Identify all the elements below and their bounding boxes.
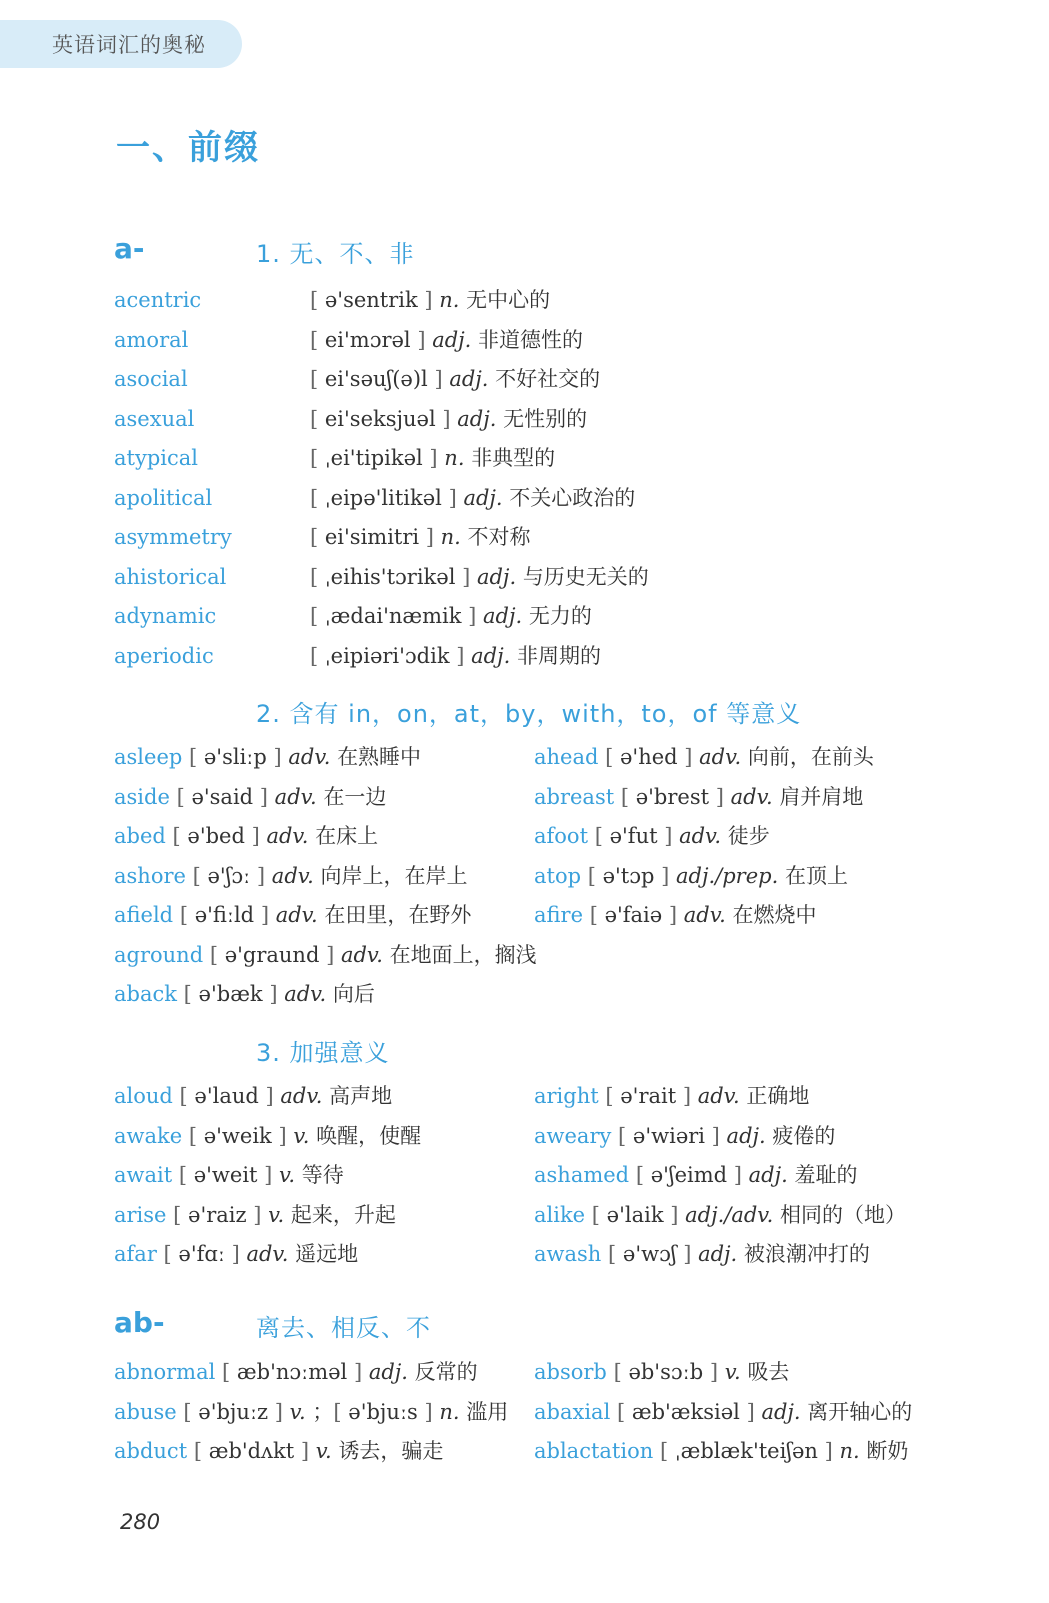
bracket-open: [ [172, 824, 188, 848]
bracket-close: ] [253, 784, 275, 809]
meaning: 断奶 [866, 1439, 909, 1463]
part-of-speech: adv. [730, 784, 773, 809]
meaning: 在地面上，搁浅 [389, 942, 537, 967]
meaning: 唤醒，使醒 [316, 1123, 422, 1148]
part-of-speech: adj. [483, 604, 523, 628]
bracket-close: ] [271, 1123, 294, 1148]
headword: aperiodic [114, 643, 214, 668]
entry-aright [534, 1080, 809, 1110]
headword: awash [534, 1242, 602, 1266]
meaning: 遥远地 [295, 1242, 359, 1266]
entry-aback [114, 978, 375, 1008]
entry-abaxial [534, 1396, 912, 1426]
meaning: 肩并肩地 [779, 784, 864, 809]
bracket-close: ] [455, 564, 477, 589]
entry-ashore [114, 860, 468, 890]
entry-abed [114, 820, 378, 850]
bracket-open: [ [179, 903, 195, 927]
bracket-open: [ [333, 1399, 349, 1424]
headword: afield [114, 903, 174, 927]
entry-await [114, 1159, 344, 1189]
bracket-close: ] [244, 824, 267, 848]
bracket-close: ] [709, 784, 731, 809]
bracket-close: ] [294, 1439, 316, 1463]
bracket-close: ] [410, 327, 433, 352]
entry-ahistorical [114, 561, 649, 597]
sense-1-title: 1. 无、不、非 [256, 240, 415, 268]
headword: abduct [114, 1439, 188, 1463]
entry-awash [534, 1238, 870, 1268]
bracket-open: [ [173, 1202, 189, 1227]
headword: adynamic [114, 604, 217, 628]
bracket-open: [ [183, 1399, 199, 1424]
phonetic: ˌeipə'litikəl [324, 485, 442, 510]
book-title: 英语词汇的奥秘 [52, 33, 206, 57]
phonetic: ˌædai'næmik [324, 604, 462, 628]
part-of-speech: n. [444, 446, 465, 470]
entry-alike [534, 1199, 906, 1229]
headword: asleep [114, 745, 183, 769]
entry-afar [114, 1238, 358, 1268]
phonetic: ə'raiz [188, 1202, 247, 1227]
entry-arise [114, 1199, 396, 1229]
part-of-speech: v. [293, 1123, 310, 1148]
bracket-open: [ [605, 745, 620, 769]
headword: amoral [114, 327, 189, 352]
entry-adynamic [114, 600, 592, 636]
meaning: 疲倦的 [772, 1123, 836, 1148]
entry-afield [114, 899, 471, 929]
part-of-speech: adj. [698, 1242, 738, 1266]
meaning: 在床上 [315, 824, 379, 848]
bracket-open: [ [310, 288, 325, 312]
part-of-speech: adv. [284, 982, 327, 1006]
bracket-open: [ [310, 564, 325, 589]
entry-asocial [114, 363, 600, 399]
bracket-open: [ [178, 1163, 194, 1187]
phonetic: ə'laud [194, 1084, 259, 1108]
part-of-speech: adv. [274, 784, 317, 809]
bracket-open: [ [594, 824, 610, 848]
bracket-open: [ [310, 406, 325, 431]
bracket-open: [ [587, 863, 603, 888]
bracket-close: ] [441, 485, 464, 510]
entry-amoral [114, 324, 583, 360]
part-of-speech: adj. [761, 1399, 801, 1424]
headword: apolitical [114, 485, 213, 510]
entry-ashamed [534, 1159, 858, 1189]
meaning: 正确地 [746, 1084, 810, 1108]
sense-2-title: 2. 含有 in，on，at，by，with，to，of 等意义 [256, 700, 802, 728]
meaning: 在熟睡中 [337, 745, 422, 769]
headword: aside [114, 784, 170, 809]
part-of-speech: adv. [699, 745, 742, 769]
headword: atypical [114, 446, 198, 470]
part-of-speech: adv. [679, 824, 722, 848]
entry-asymmetry [114, 521, 531, 557]
chapter-title: 一、前缀 [116, 128, 260, 168]
bracket-open: [ [163, 1242, 179, 1266]
meaning: 无性别的 [503, 406, 588, 431]
bracket-close: ] [257, 1163, 280, 1187]
part-of-speech: adj. [368, 1360, 408, 1384]
headword: abuse [114, 1399, 177, 1424]
headword: arise [114, 1202, 167, 1227]
bracket-open: [ [310, 604, 325, 628]
meaning: 等待 [301, 1163, 344, 1187]
bracket-close: ] [246, 1202, 269, 1227]
entry-asleep [114, 741, 421, 771]
entry-acentric [114, 284, 550, 320]
entry-aperiodic [114, 640, 601, 676]
phonetic: ə'laik [606, 1202, 664, 1227]
phonetic: ə'faiə [604, 903, 663, 927]
bracket-open: [ [618, 1123, 633, 1148]
headword: aloud [114, 1084, 173, 1108]
bracket-open: [ [310, 485, 325, 510]
bracket-open: [ [620, 784, 636, 809]
bracket-close: ] [461, 604, 484, 628]
bracket-close: ] [419, 525, 441, 549]
part-of-speech: adv. [246, 1242, 289, 1266]
prefix-ab-heading: ab- [114, 1306, 165, 1339]
headword: abreast [534, 784, 615, 809]
part-of-speech: adj./prep. [676, 863, 779, 888]
prefix-ab-sense-title: 离去、相反、不 [256, 1314, 431, 1342]
meaning: 在燃烧中 [732, 903, 817, 927]
bracket-close: ] [449, 643, 472, 668]
bracket-close: ] [654, 863, 676, 888]
phonetic: ə'weik [203, 1123, 272, 1148]
part-of-speech: adv. [266, 824, 309, 848]
bracket-close: ] [676, 1242, 699, 1266]
entry-atop [534, 860, 848, 890]
part-of-speech: adv. [340, 942, 383, 967]
meaning: 反常的 [414, 1360, 478, 1384]
part-of-speech: adj. [726, 1123, 766, 1148]
headword: ahistorical [114, 564, 227, 589]
prefix-a-heading: a- [114, 232, 145, 265]
part-of-speech: adj. [463, 485, 503, 510]
headword: afar [114, 1242, 157, 1266]
bracket-open: [ [193, 1439, 209, 1463]
meaning: 向岸上，在岸上 [320, 863, 468, 888]
phonetic: ə'brest [635, 784, 710, 809]
headword: ashamed [534, 1163, 630, 1187]
meaning: 无力的 [528, 604, 592, 628]
phonetic: ə'fut [609, 824, 658, 848]
phonetic: ə'bed [187, 824, 245, 848]
phonetic: ə'bjuːs [348, 1399, 418, 1424]
phonetic: ei'mɔrəl [324, 327, 411, 352]
bracket-close: ] [435, 406, 458, 431]
bracket-open: [ [188, 1123, 204, 1148]
bracket-open: [ [608, 1242, 623, 1266]
phonetic: ə'graund [224, 942, 320, 967]
headword: aweary [534, 1123, 612, 1148]
bracket-open: [ [310, 446, 325, 470]
phonetic: ə'weit [193, 1163, 258, 1187]
entry-aground [114, 939, 537, 969]
meaning: 不关心政治的 [509, 485, 636, 510]
bracket-close: ] [703, 1360, 725, 1384]
meaning: 向后 [332, 982, 375, 1006]
part-of-speech: adj. [471, 643, 511, 668]
headword: aright [534, 1084, 599, 1108]
bracket-close: ] [657, 824, 680, 848]
part-of-speech: v. [289, 1399, 306, 1424]
headword: afire [534, 903, 583, 927]
bracket-close: ] [262, 982, 285, 1006]
phonetic: ə'said [191, 784, 254, 809]
part-of-speech: adj. [748, 1163, 788, 1187]
meaning: 诱去，骗走 [338, 1439, 444, 1463]
entry-absorb [534, 1356, 789, 1386]
meaning: 滥用 [466, 1399, 509, 1424]
bracket-close: ] [663, 1202, 686, 1227]
meaning: 向前，在前头 [747, 745, 874, 769]
bracket-close: ] [676, 1084, 698, 1108]
part-of-speech: n. [439, 1399, 460, 1424]
meaning: 离开轴心的 [807, 1399, 913, 1424]
bracket-open: [ [613, 1360, 629, 1384]
part-of-speech: adv. [280, 1084, 323, 1108]
phonetic: ə'ʃɔː [207, 863, 251, 888]
entry-asexual [114, 403, 587, 439]
headword: await [114, 1163, 173, 1187]
meaning: 与历史无关的 [522, 564, 649, 589]
headword: abaxial [534, 1399, 611, 1424]
headword: asexual [114, 406, 195, 431]
headword: abed [114, 824, 166, 848]
part-of-speech: v. [268, 1202, 285, 1227]
part-of-speech: v. [724, 1360, 741, 1384]
entry-aloud [114, 1080, 392, 1110]
headword: awake [114, 1123, 183, 1148]
phonetic: ə'fiːld [194, 903, 255, 927]
bracket-open: [ [310, 643, 325, 668]
phonetic: ˌei'tipikəl [324, 446, 423, 470]
bracket-open: [ [222, 1360, 237, 1384]
phonetic: ei'simitri [324, 525, 420, 549]
headword: atop [534, 863, 582, 888]
phonetic: ə'tɔp [602, 863, 655, 888]
bracket-open: [ [183, 982, 199, 1006]
headword: asocial [114, 367, 188, 391]
entry-ablactation [534, 1435, 908, 1465]
phonetic: ə'rait [620, 1084, 677, 1108]
headword: alike [534, 1202, 586, 1227]
meaning: 相同的（地） [780, 1202, 907, 1227]
bracket-open: [ [605, 1084, 621, 1108]
phonetic: ˌeipiəri'ɔdik [324, 643, 450, 668]
sense-3-title: 3. 加强意义 [256, 1039, 390, 1067]
entry-afire [534, 899, 816, 929]
part-of-speech: adj. [457, 406, 497, 431]
bracket-open: [ [189, 745, 204, 769]
bracket-close: ] [427, 367, 450, 391]
bracket-open: [ [635, 1163, 651, 1187]
phonetic: ə'sentrik [324, 288, 418, 312]
part-of-speech: adj. [476, 564, 517, 589]
entry-aweary [534, 1120, 835, 1150]
part-of-speech: adj./adv. [685, 1202, 774, 1227]
bracket-open: [ [310, 525, 325, 549]
bracket-open: [ [176, 784, 192, 809]
entry-aside [114, 781, 386, 811]
bracket-close: ] [254, 903, 276, 927]
phonetic: ə'bjuːz [198, 1399, 269, 1424]
bracket-close: ] [268, 1399, 290, 1424]
phonetic: ˌæblæk'teiʃən [674, 1439, 818, 1463]
meaning: 不对称 [467, 525, 531, 549]
bracket-close: ] [727, 1163, 749, 1187]
phonetic: ˌeihis'tɔrikəl [324, 564, 456, 589]
meaning: 被浪潮冲打的 [743, 1242, 870, 1266]
bracket-close: ] [739, 1399, 762, 1424]
headword: ashore [114, 863, 186, 888]
headword: abnormal [114, 1360, 216, 1384]
bracket-close: ] [817, 1439, 840, 1463]
part-of-speech: adv. [697, 1084, 740, 1108]
phonetic: ə'wiəri [632, 1123, 705, 1148]
phonetic: ei'seksjuəl [324, 406, 436, 431]
phonetic: æb'nɔːməl [236, 1360, 348, 1384]
bracket-close: ] [662, 903, 684, 927]
entry-abreast [534, 781, 863, 811]
bracket-close: ] [319, 942, 341, 967]
book-title-tab [0, 20, 242, 68]
bracket-open: [ [209, 942, 225, 967]
entry-ahead [534, 741, 874, 771]
phonetic: ə'fɑː [178, 1242, 225, 1266]
part-of-speech: adj. [432, 327, 472, 352]
part-of-speech: adv. [288, 745, 331, 769]
bracket-close: ] [258, 1084, 281, 1108]
headword: acentric [114, 288, 202, 312]
meaning: 非道德性的 [478, 327, 584, 352]
headword: absorb [534, 1360, 607, 1384]
part-of-speech: v. [315, 1439, 332, 1463]
phonetic: æb'dʌkt [208, 1439, 295, 1463]
bracket-open: [ [589, 903, 605, 927]
part-of-speech: adv. [271, 863, 314, 888]
part-of-speech: adv. [683, 903, 726, 927]
meaning: 高声地 [329, 1084, 393, 1108]
bracket-open: [ [179, 1084, 195, 1108]
headword: aback [114, 982, 177, 1006]
bracket-close: ] [224, 1242, 247, 1266]
meaning: 在顶上 [784, 863, 848, 888]
headword: afoot [534, 824, 589, 848]
phonetic: ə'bæk [198, 982, 263, 1006]
meaning: 在田里，在野外 [324, 903, 472, 927]
headword: aground [114, 942, 204, 967]
bracket-close: ] [417, 288, 440, 312]
bracket-open: [ [659, 1439, 675, 1463]
bracket-open: [ [591, 1202, 607, 1227]
phonetic: ə'hed [620, 745, 678, 769]
meaning: 在一边 [323, 784, 387, 809]
bracket-open: [ [192, 863, 208, 888]
bracket-open: [ [616, 1399, 632, 1424]
part-of-speech: n. [439, 288, 460, 312]
entry-abnormal [114, 1356, 478, 1386]
entry-apolitical [114, 482, 635, 518]
phonetic: ə'ʃeimd [650, 1163, 728, 1187]
meaning: 徒步 [727, 824, 770, 848]
bracket-close: ] [422, 446, 445, 470]
bracket-open: [ [310, 367, 325, 391]
phonetic: ə'sliːp [203, 745, 267, 769]
bracket-close: ] [266, 745, 289, 769]
headword: ablactation [534, 1439, 654, 1463]
meaning: 无中心的 [466, 288, 551, 312]
phonetic: ə'wɔʃ [622, 1242, 677, 1266]
bracket-close: ] [250, 863, 272, 888]
entry-afoot [534, 820, 770, 850]
part-of-speech: adv. [275, 903, 318, 927]
headword: asymmetry [114, 525, 232, 549]
meaning: 羞耻的 [794, 1163, 858, 1187]
bracket-open: [ [310, 327, 325, 352]
meaning: 吸去 [747, 1360, 790, 1384]
part-of-speech: n. [839, 1439, 860, 1463]
entry-awake [114, 1120, 421, 1150]
part-of-speech: v. [279, 1163, 296, 1187]
bracket-close: ] [705, 1123, 727, 1148]
page-number: 280 [120, 1510, 161, 1534]
bracket-close: ] [347, 1360, 369, 1384]
phonetic: əb'sɔːb [628, 1360, 704, 1384]
phonetic: ei'səuʃ(ə)l [324, 367, 428, 391]
bracket-close: ] [677, 745, 700, 769]
meaning: 非周期的 [516, 643, 601, 668]
entry-abduct [114, 1435, 443, 1465]
part-of-speech: adj. [449, 367, 489, 391]
entry-atypical [114, 442, 555, 478]
part-of-speech: n. [440, 525, 461, 549]
meaning: 非典型的 [471, 446, 556, 470]
headword: ahead [534, 745, 599, 769]
entry-abuse: abuse [ ə'bjuːz ] v. ；[ ə'bjuːs ] n. 滥用 [114, 1399, 509, 1424]
meaning: 不好社交的 [495, 367, 601, 391]
bracket-close: ] [417, 1399, 440, 1424]
meaning: 起来，升起 [290, 1202, 396, 1227]
phonetic: æb'æksiəl [631, 1399, 740, 1424]
